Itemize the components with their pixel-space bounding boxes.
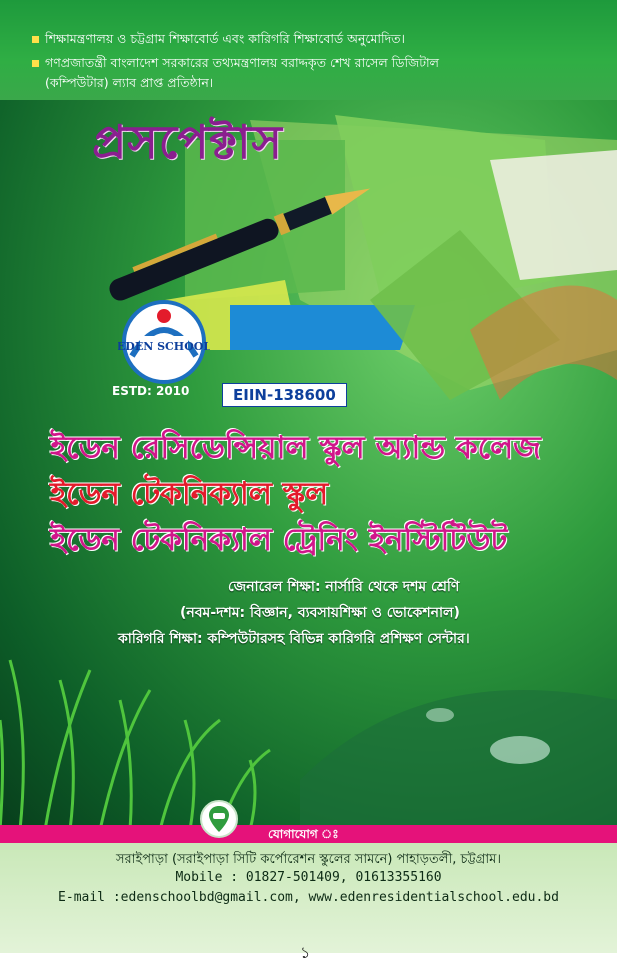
education-groups: (নবম-দশম: বিজ্ঞান, ব্যবসায়শিক্ষা ও ভোকেশনাল) <box>180 605 460 621</box>
digital-lab-line <box>32 54 439 72</box>
pen-body <box>106 216 281 304</box>
institution-name-1: ইডেন রেসিডেন্সিয়াল স্কুল অ্যান্ড কলেজ <box>50 430 541 466</box>
mobile-numbers: Mobile : 01827-501409, 01613355160 <box>175 870 442 885</box>
address: সরাইপাড়া (সরাইপাড়া সিটি কর্পোরেশন স্কুলের সামনে) পাহাড়তলী, চট্টগ্রাম। <box>115 852 502 867</box>
logo-emblem <box>118 296 210 388</box>
location-pin <box>200 800 238 838</box>
pen-nib <box>325 179 374 214</box>
eiin-badge: EIIN-138600 <box>222 383 347 407</box>
email-website: E-mail :edenschoolbd@gmail.com, www.edenresidentialschool.edu.bd <box>58 890 559 905</box>
water-drop <box>490 736 550 764</box>
established-year: ESTD: 2010 <box>112 384 190 398</box>
cover-title: প্রসপেক্টাস <box>92 115 283 169</box>
pen-image <box>90 175 390 305</box>
bullet-icon <box>32 36 39 43</box>
bullet-icon <box>32 60 39 67</box>
institution-name-3: ইডেন টেকনিক্যাল ট্রেনিং ইনস্টিটিউট <box>50 522 508 558</box>
contact-label: যোগাযোগ ঃ <box>268 827 339 841</box>
water-drop-small <box>426 708 454 722</box>
approval-text: শিক্ষামন্ত্রণালয় ও চট্টগ্রাম শিক্ষাবোর্ড এবং কারিগরি শিক্ষাবোর্ড অনুমোদিত। <box>45 31 406 46</box>
school-logo <box>118 296 210 388</box>
general-education: জেনারেল শিক্ষা: নার্সারি থেকে দশম শ্রেণি <box>228 579 460 595</box>
leaf-shape <box>300 690 617 830</box>
digital-lab-text: গণপ্রজাতন্ত্রী বাংলাদেশ সরকারের তথ্যমন্ত্রণালয় বরাদ্দকৃত শেখ রাসেল ডিজিটাল <box>45 55 439 70</box>
page-number: ১ <box>300 943 311 960</box>
car-location-icon <box>202 802 236 836</box>
digital-lab-text-2: (কম্পিউটার) ল্যাব প্রাপ্ত প্রতিষ্ঠান। <box>45 75 214 90</box>
institution-name-2: ইডেন টেকনিক্যাল স্কুল <box>50 476 329 512</box>
pen-grip <box>283 197 331 231</box>
grass-decoration <box>0 640 617 830</box>
technical-education: কারিগরি শিক্ষা: কম্পিউটারসহ বিভিন্ন কারিগরি প্রশিক্ষণ সেন্টার। <box>118 631 470 647</box>
approval-line <box>32 30 405 48</box>
logo-text: EDEN SCHOOL <box>118 340 210 353</box>
digital-lab-line-2 <box>45 74 213 92</box>
